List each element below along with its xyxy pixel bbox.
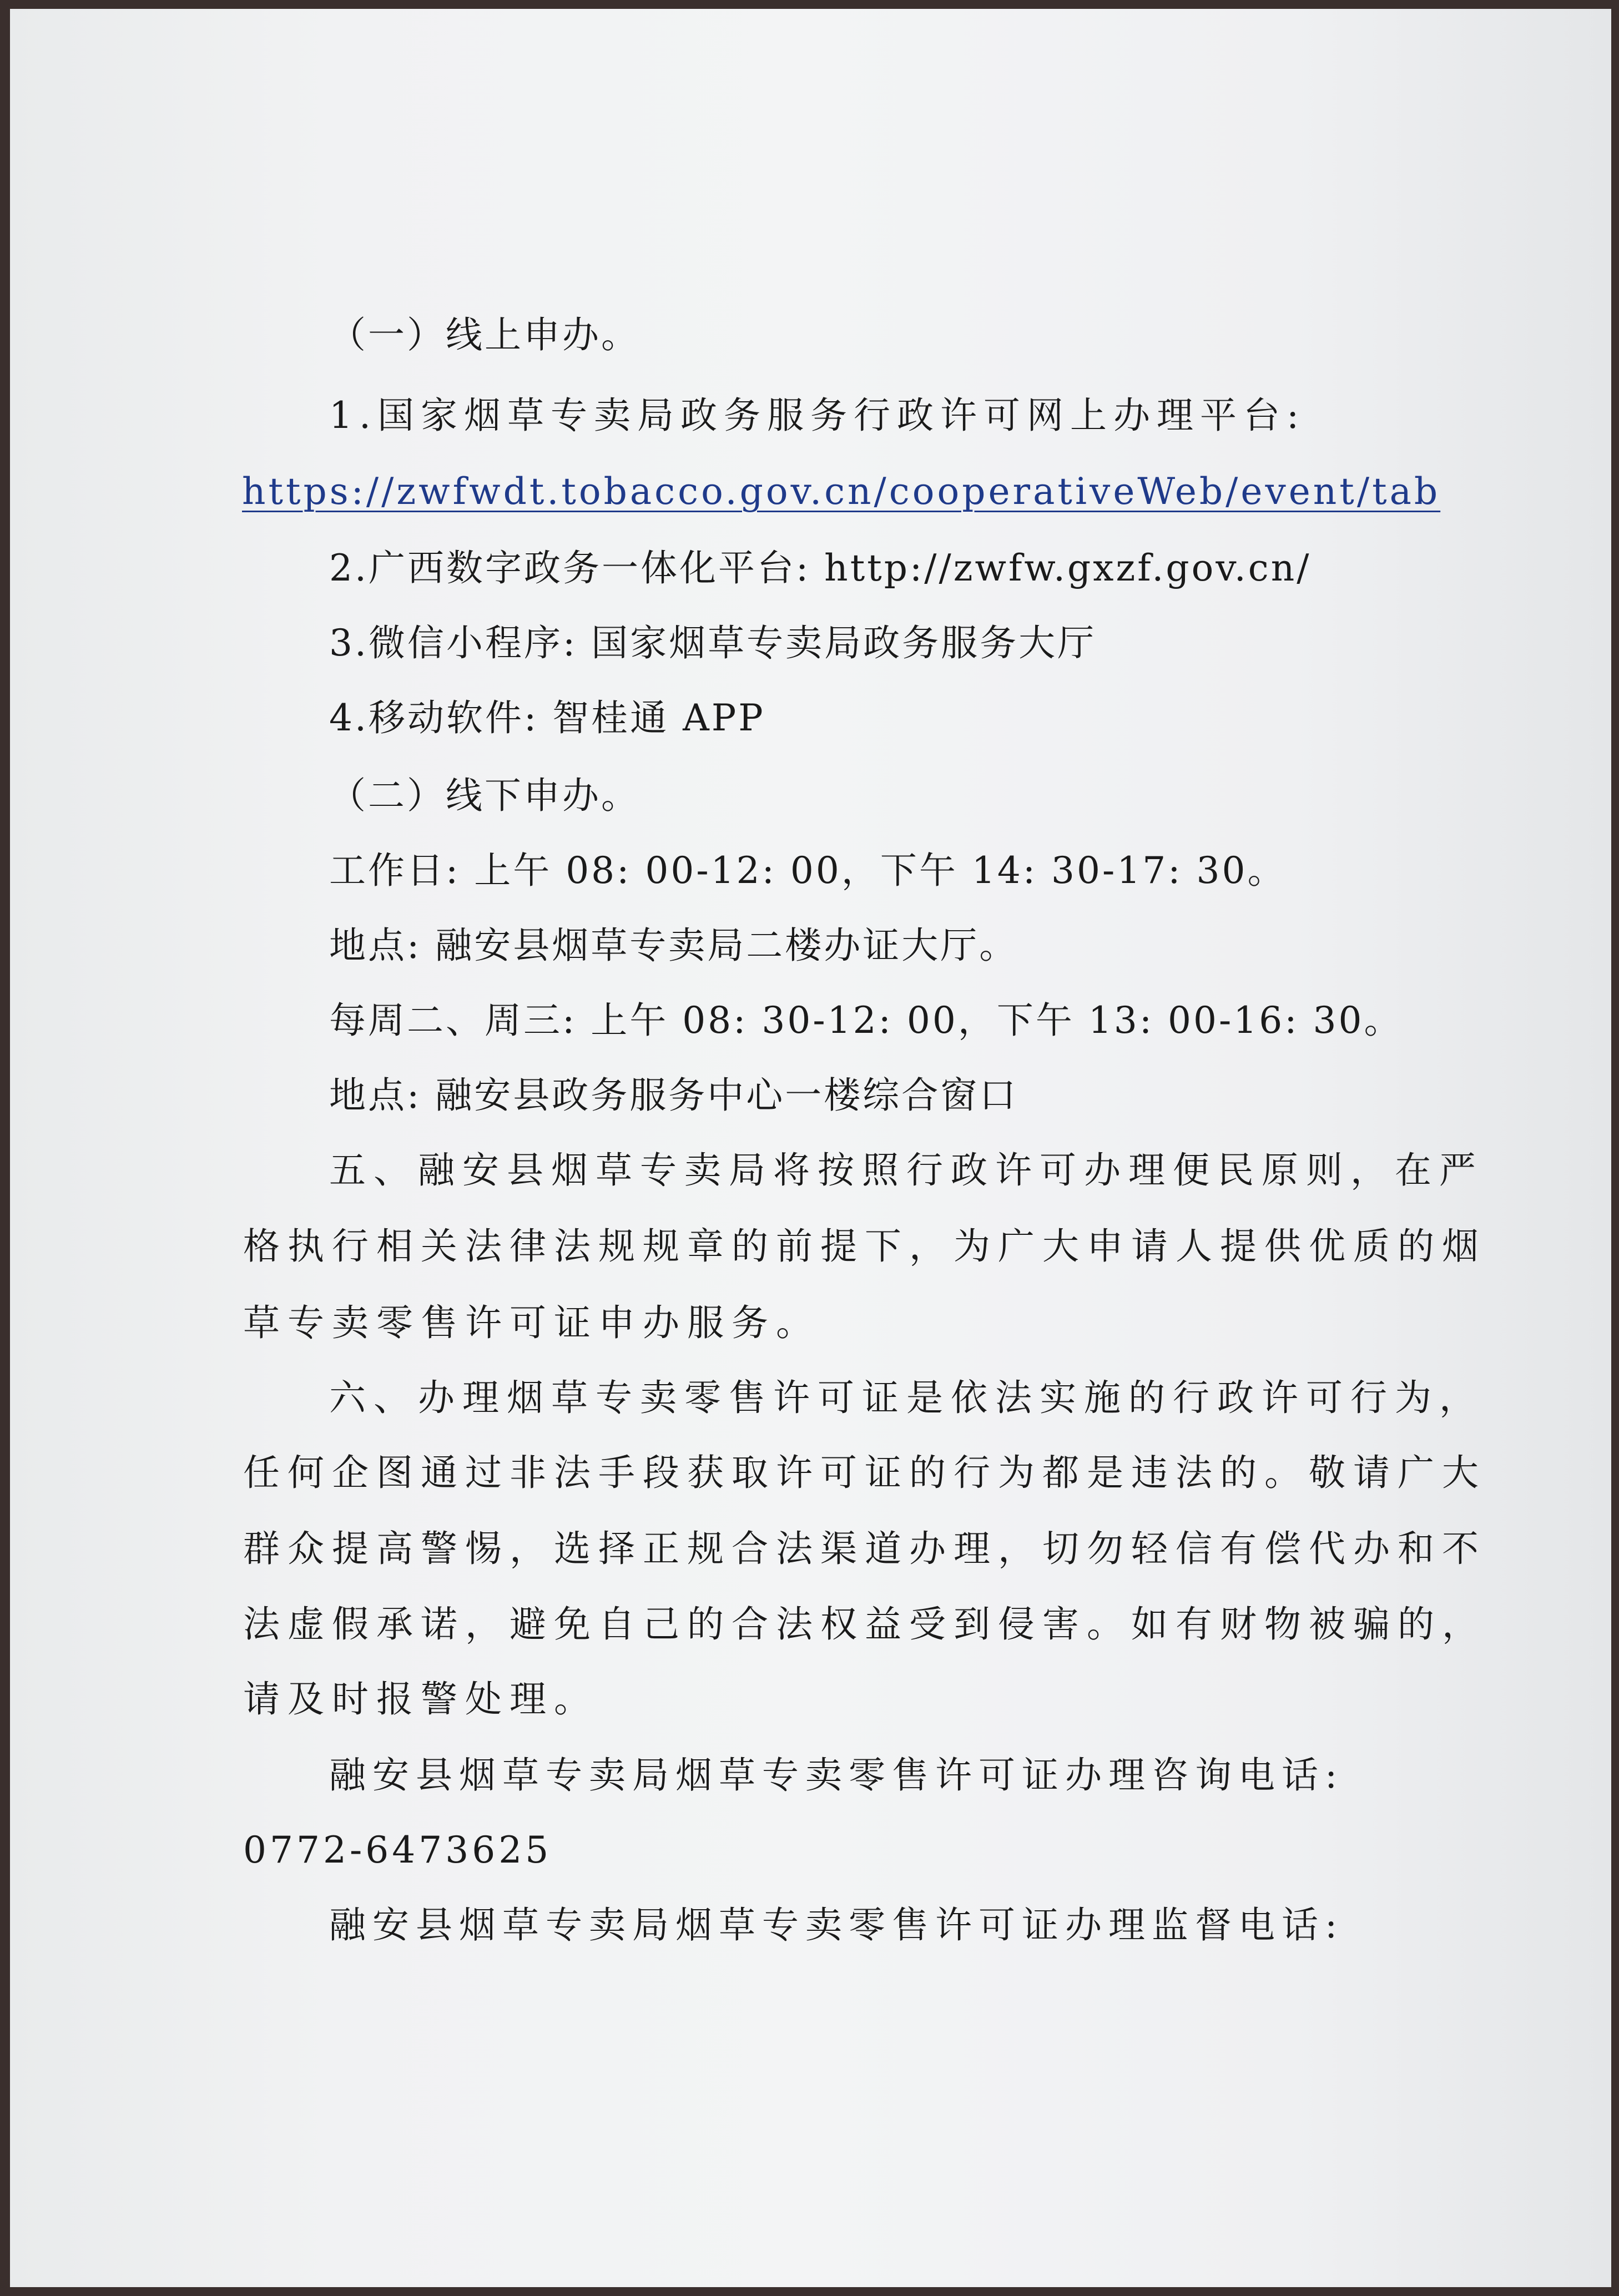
section-offline-heading: （二）线下申办。 [329,774,640,817]
section-online-heading: （一）线上申办。 [329,314,640,356]
supervision-phone-label: 融安县烟草专卖局烟草专卖零售许可证办理监督电话: [329,1904,1344,1946]
location-tobacco-bureau: 地点: 融安县烟草专卖局二楼办证大厅。 [329,924,1018,967]
tobacco-platform-link[interactable]: https://zwfwdt.tobacco.gov.cn/cooperativeWeb/event/tab [242,470,1441,513]
consult-phone-number: 0772-6473625 [243,1829,552,1871]
tue-wed-hours: 每周二、周三: 上午 08: 30-12: 00，下午 13: 00-16: 30。 [329,999,1403,1042]
para-6-line-5: 请及时报警处理。 [243,1678,598,1720]
item-4-mobile-app: 4.移动软件: 智桂通 APP [329,697,765,739]
para-6-line-1: 六、办理烟草专卖零售许可证是依法实施的行政许可行为， [329,1376,1484,1419]
para-5-line-1: 五、融安县烟草专卖局将按照行政许可办理便民原则，在严 [329,1149,1484,1192]
para-6-line-3: 群众提高警惕，选择正规合法渠道办理，切勿轻信有偿代办和不 [243,1527,1486,1570]
paper-page [10,9,1611,2287]
item-3-wechat-miniprogram: 3.微信小程序: 国家烟草专卖局政务服务大厅 [329,622,1097,664]
para-5-line-2: 格执行相关法律法规规章的前提下，为广大申请人提供优质的烟 [243,1225,1486,1268]
consult-phone-label: 融安县烟草专卖局烟草专卖零售许可证办理咨询电话: [329,1754,1344,1797]
para-6-line-2: 任何企图通过非法手段获取许可证的行为都是违法的。敬请广大 [243,1451,1486,1494]
document-body [10,9,1611,2287]
workday-hours: 工作日: 上午 08: 00-12: 00，下午 14: 30-17: 30。 [329,849,1287,892]
item-2-guangxi-platform: 2.广西数字政务一体化平台: http://zwfw.gxzf.gov.cn/ [329,547,1312,589]
item-1-label: 1.国家烟草专卖局政务服务行政许可网上办理平台: [329,394,1306,437]
para-5-line-3: 草专卖零售许可证申办服务。 [243,1301,820,1344]
location-service-center: 地点: 融安县政务服务中心一楼综合窗口 [329,1074,1018,1117]
para-6-line-4: 法虚假承诺，避免自己的合法权益受到侵害。如有财物被骗的， [243,1603,1486,1646]
